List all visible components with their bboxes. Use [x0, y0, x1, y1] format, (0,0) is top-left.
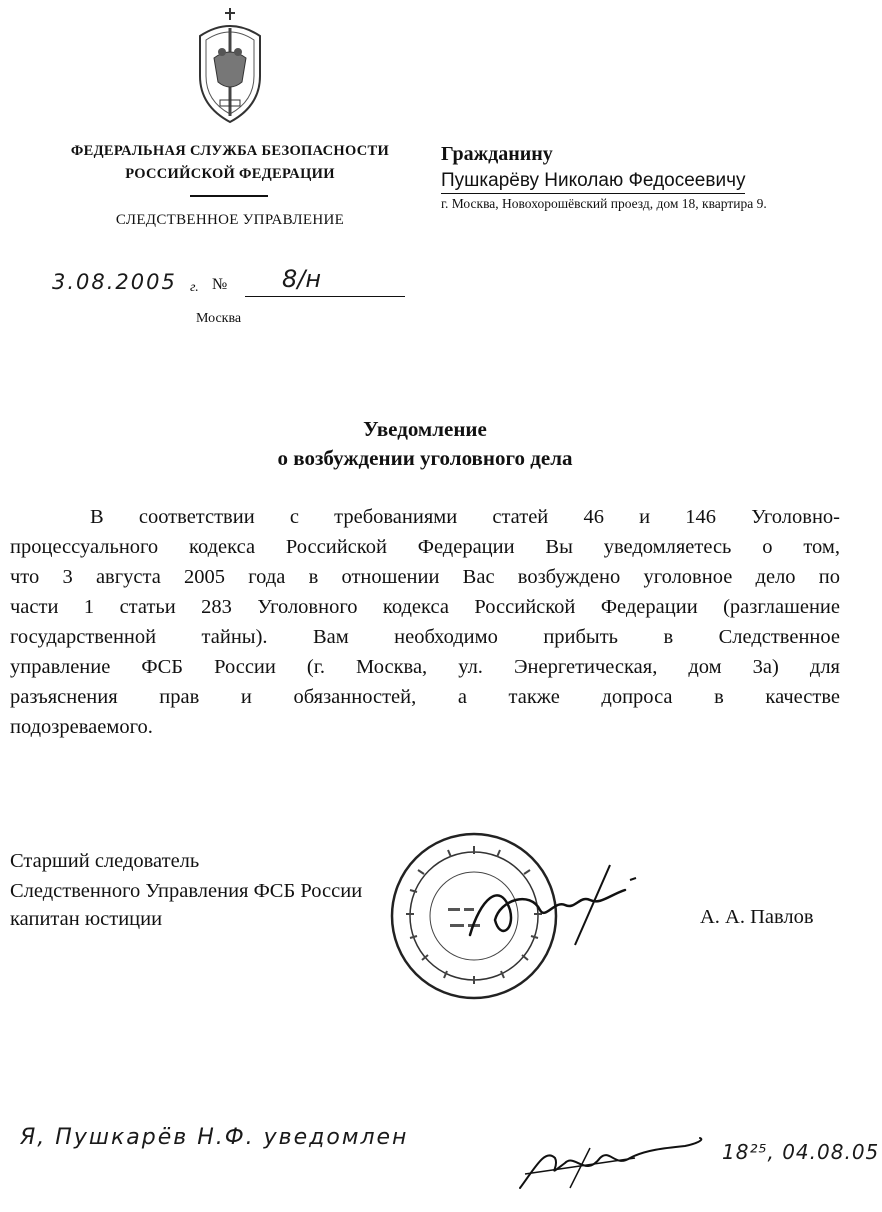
body-line: подозреваемого. [10, 716, 153, 738]
handwritten-number: 8/н [282, 265, 322, 293]
org-divider [190, 195, 268, 197]
org-name-line2: РОССИЙСКОЙ ФЕДЕРАЦИИ [125, 166, 335, 182]
handwritten-time-date: 18²⁵, 04.08.05 [722, 1140, 880, 1164]
recipient-title: Гражданину [441, 143, 553, 165]
department-name: СЛЕДСТВЕННОЕ УПРАВЛЕНИЕ [115, 212, 345, 228]
document-title: Уведомление [363, 417, 487, 441]
number-underline [245, 296, 405, 297]
document-subtitle: о возбуждении уголовного дела [277, 446, 573, 470]
fsb-emblem-icon [190, 6, 270, 126]
body-line: разъяснения прав и обязанностей, а также допроса в качестве [10, 686, 840, 708]
org-name-line1: ФЕДЕРАЛЬНАЯ СЛУЖБА БЕЗОПАСНОСТИ [70, 143, 390, 159]
signature-scribble [460, 860, 660, 950]
body-line: процессуального кодекса Российской Федерации Вы уведомляетесь о том, [10, 536, 840, 558]
signer-name: А. А. Павлов [700, 906, 814, 928]
body-line: что 3 августа 2005 года в отношении Вас возбуждено уголовное дело по [10, 566, 840, 588]
date-suffix: г. [190, 280, 199, 295]
city-label: Москва [196, 311, 242, 326]
body-line: управление ФСБ России (г. Москва, ул. Энергетическая, дом 3а) для [10, 656, 840, 678]
signer-position-line2: Следственного Управления ФСБ России [10, 880, 363, 902]
recipient-address: г. Москва, Новохорошёвский проезд, дом 18, квартира 9. [441, 196, 767, 211]
signer-position-line3: капитан юстиции [10, 908, 163, 930]
body-line: государственной тайны). Вам необходимо прибыть в Следственное [10, 626, 840, 648]
body-line: В соответствии с требованиями статей 46 и 146 Уголовно- [90, 506, 840, 528]
body-line: части 1 статьи 283 Уголовного кодекса Российской Федерации (разглашение [10, 596, 840, 618]
handwritten-date: 3.08.2005 [52, 270, 177, 294]
recipient-signature [515, 1118, 715, 1198]
recipient-name: Пушкарёву Николаю Федосеевичу [441, 170, 745, 194]
handwritten-acknowledgement: Я, Пушкарёв Н.Ф. уведомлен [20, 1125, 409, 1150]
signer-position-line1: Старший следователь [10, 850, 200, 872]
number-label: № [212, 276, 228, 293]
